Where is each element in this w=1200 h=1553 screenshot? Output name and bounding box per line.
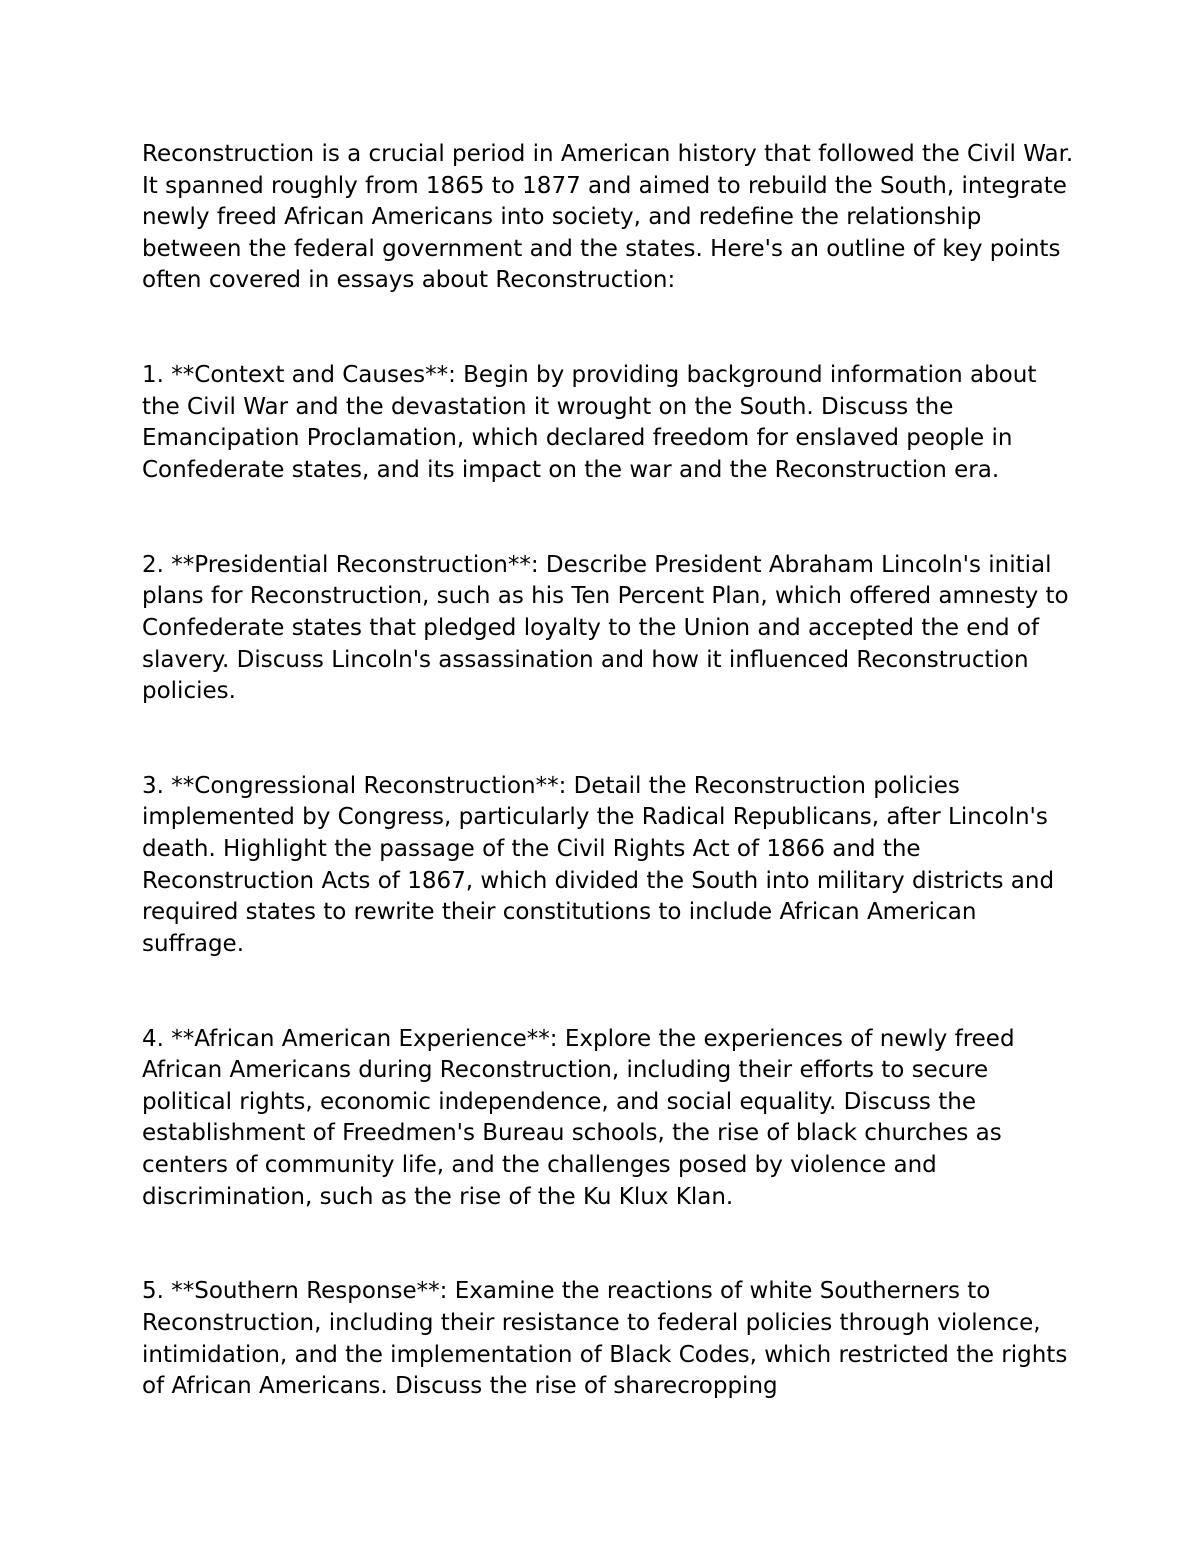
point-presidential-reconstruction: 2. **Presidential Reconstruction**: Describe President Abraham Lincoln's initial plans for Reconstruction, such as his Ten Percent Plan, which offered amnesty to Confederate states that pledged loyalty to the Union and accepted the end of slavery. Discuss Lincoln's assassination and how it influenced Reconstruction policies. [142,551,1069,705]
point-congressional-reconstruction: 3. **Congressional Reconstruction**: Detail the Reconstruction policies implemented by Congress, particularly the Radical Republicans, after Lincoln's death. Highlight the passage of the Civil Rights Act of 1866 and the Reconstruction Acts of 1867, which divided the South into military districts and required states to rewrite their constitutions to include African American suffrage. [142,772,1055,957]
point-southern-response: 5. **Southern Response**: Examine the reactions of white Southerners to Reconstruction, including their resistance to federal policies through violence, intimidation, and the implementation of Black Codes, which restricted the rights of African Americans. Discuss the rise of sharecropping [142,1278,1068,1400]
point-context-and-causes: 1. **Context and Causes**: Begin by providing background information about the Civil War and the devastation it wrought on the South. Discuss the Emancipation Proclamation, which declared freedom for enslaved people in Confederate states, and its impact on the war and the Reconstruction era. [142,362,1037,483]
document-body [142,139,1077,1403]
point-african-american-experience: 4. **African American Experience**: Explore the experiences of newly freed African Americans during Reconstruction, including their efforts to secure political rights, economic independence, and social equality. Discuss the establishment of Freedmen's Bureau schools, the rise of black churches as centers of community life, and the challenges posed by violence and discrimination, such as the rise of the Ku Klux Klan. [142,1025,1015,1210]
intro-paragraph: Reconstruction is a crucial period in American history that followed the Civil War. It spanned roughly from 1865 to 1877 and aimed to rebuild the South, integrate newly freed African Americans into society, and redefine the relationship between the federal government and the states. Here's an outline of key points often covered in essays about Reconstruction: [142,141,1074,294]
